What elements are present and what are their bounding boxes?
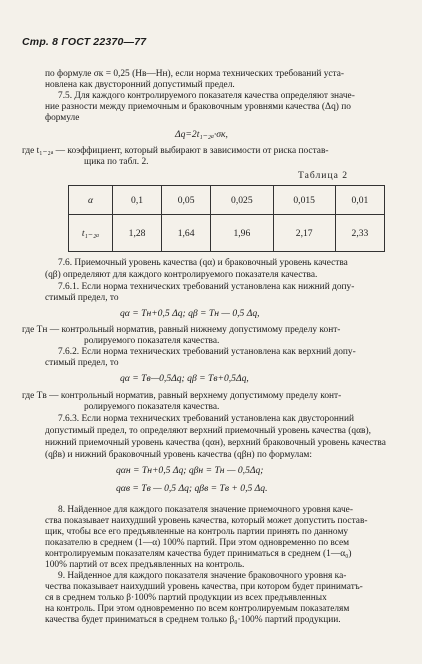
page-header: Стр. 8 ГОСТ 22370—77: [22, 36, 147, 48]
text-line: ние разности между приемочным и браковочным уровнями качества (Δq) по: [45, 102, 351, 112]
formula-lower-limit: qα = Tн+0,5 Δq; qβ = Tн — 0,5 Δq,: [120, 308, 260, 319]
table-row: [69, 186, 385, 215]
text-line: новлена как двусторонний допустимый предел.: [45, 80, 235, 90]
text-line: щик, чтобы все его предъявленные на контроль партии принять по данному: [45, 527, 349, 537]
table-cell: 2,17: [273, 215, 335, 252]
formula-upper-limit: qα = Tв—0,5Δq; qβ = Tв+0,5Δq,: [120, 373, 249, 384]
text-line: где Tв — контрольный норматив, равный верхнему допустимому пределу конт-: [22, 391, 342, 401]
text-line: ся в среднем только β·100% партий продукции из всех предъявленных: [45, 593, 327, 603]
coefficient-table: [68, 185, 385, 252]
text-line: ролируемого показателя качества.: [84, 402, 220, 412]
text-line: нижний приемочный уровень качества (qαн), верхний браковочный уровень качества: [45, 438, 386, 448]
table-row: [69, 215, 385, 252]
text-line: контролируемым показателям качества будет приниматься в среднем (1—α₀): [45, 549, 352, 559]
text-line: стимый предел, то: [45, 358, 119, 368]
text-line: 7.6.2. Если норма технических требований установлена как верхний допу-: [58, 347, 356, 357]
text-line: 7.6.3. Если норма технических требований установлена как двусторонний: [58, 414, 354, 424]
text-line: формуле: [45, 113, 80, 123]
text-line: 9. Найденное для каждого показателя значение браковочного уровня ка-: [58, 571, 347, 581]
table-cell: 0,015: [273, 186, 335, 215]
text-line: чества показывает наихудший уровень качества, при котором будет приниматъ-: [45, 582, 363, 592]
text-line: (qβ) определяют для каждого контролируемого показателя качества.: [45, 270, 318, 280]
text-line: 100% партий от всех предъявленных на контроль.: [45, 560, 245, 570]
formula-two-sided-lower: qαн = Tн+0,5 Δq; qβн = Tн — 0,5Δq;: [116, 465, 264, 476]
text-line: стимый предел, то: [45, 293, 119, 303]
table-cell: 1,64: [162, 215, 211, 252]
text-line: на контроль. При этом одновременно по всем контролируемым показателям: [45, 604, 350, 614]
table-caption: Таблица 2: [298, 170, 349, 181]
row-key-t: t₁₋₂ₐ: [69, 215, 113, 252]
text-line: по формуле σк = 0,25 (Hв—Hн), если норма технических требований уста-: [45, 69, 345, 79]
table-cell: 0,1: [113, 186, 162, 215]
text-line: допустимый предел, то определяют верхний приемочный уровень качества (qαв),: [45, 426, 371, 436]
text-line: (qβв) и нижний браковочный уровень качества (qβн) по формулам:: [45, 450, 312, 460]
row-key-alpha: α: [69, 186, 113, 215]
table-cell: 2,33: [335, 215, 384, 252]
text-line: где t₁₋₂ₐ — коэффициент, который выбирают в зависимости от риска постав-: [22, 146, 329, 156]
table-cell: 1,96: [211, 215, 273, 252]
text-line: 7.5. Для каждого контролируемого показателя качества определяют значе-: [58, 91, 355, 101]
text-line: показателю в среднем (1—α) 100% партий. При этом одновременно по всем: [45, 538, 350, 548]
text-line: качества будет приниматься в среднем только β₀·100% партий продукции.: [45, 615, 341, 625]
text-line: где Tн — контрольный норматив, равный нижнему допустимому пределу конт-: [22, 325, 341, 335]
text-line: 8. Найденное для каждого показателя значение приемочного уровня каче-: [58, 505, 353, 515]
formula-two-sided-upper: qαв = Tв — 0,5 Δq; qβв = Tв + 0,5 Δq.: [116, 483, 268, 494]
text-line: ролируемого показателя качества.: [84, 336, 220, 346]
table-cell: 0,05: [162, 186, 211, 215]
table-cell: 1,28: [113, 215, 162, 252]
text-line: щика по табл. 2.: [84, 157, 149, 167]
table-cell: 0,01: [335, 186, 384, 215]
text-line: ства показывает наихудший уровень качества, который может допустить постав-: [45, 516, 368, 526]
text-line: 7.6. Приемочный уровень качества (qα) и браковочный уровень качества: [58, 258, 348, 268]
table-cell: 0,025: [211, 186, 273, 215]
formula-delta-q: Δq=2t₁₋₂ₐ·σк,: [175, 129, 228, 140]
text-line: 7.6.1. Если норма технических требований установлена как нижний допу-: [58, 282, 355, 292]
